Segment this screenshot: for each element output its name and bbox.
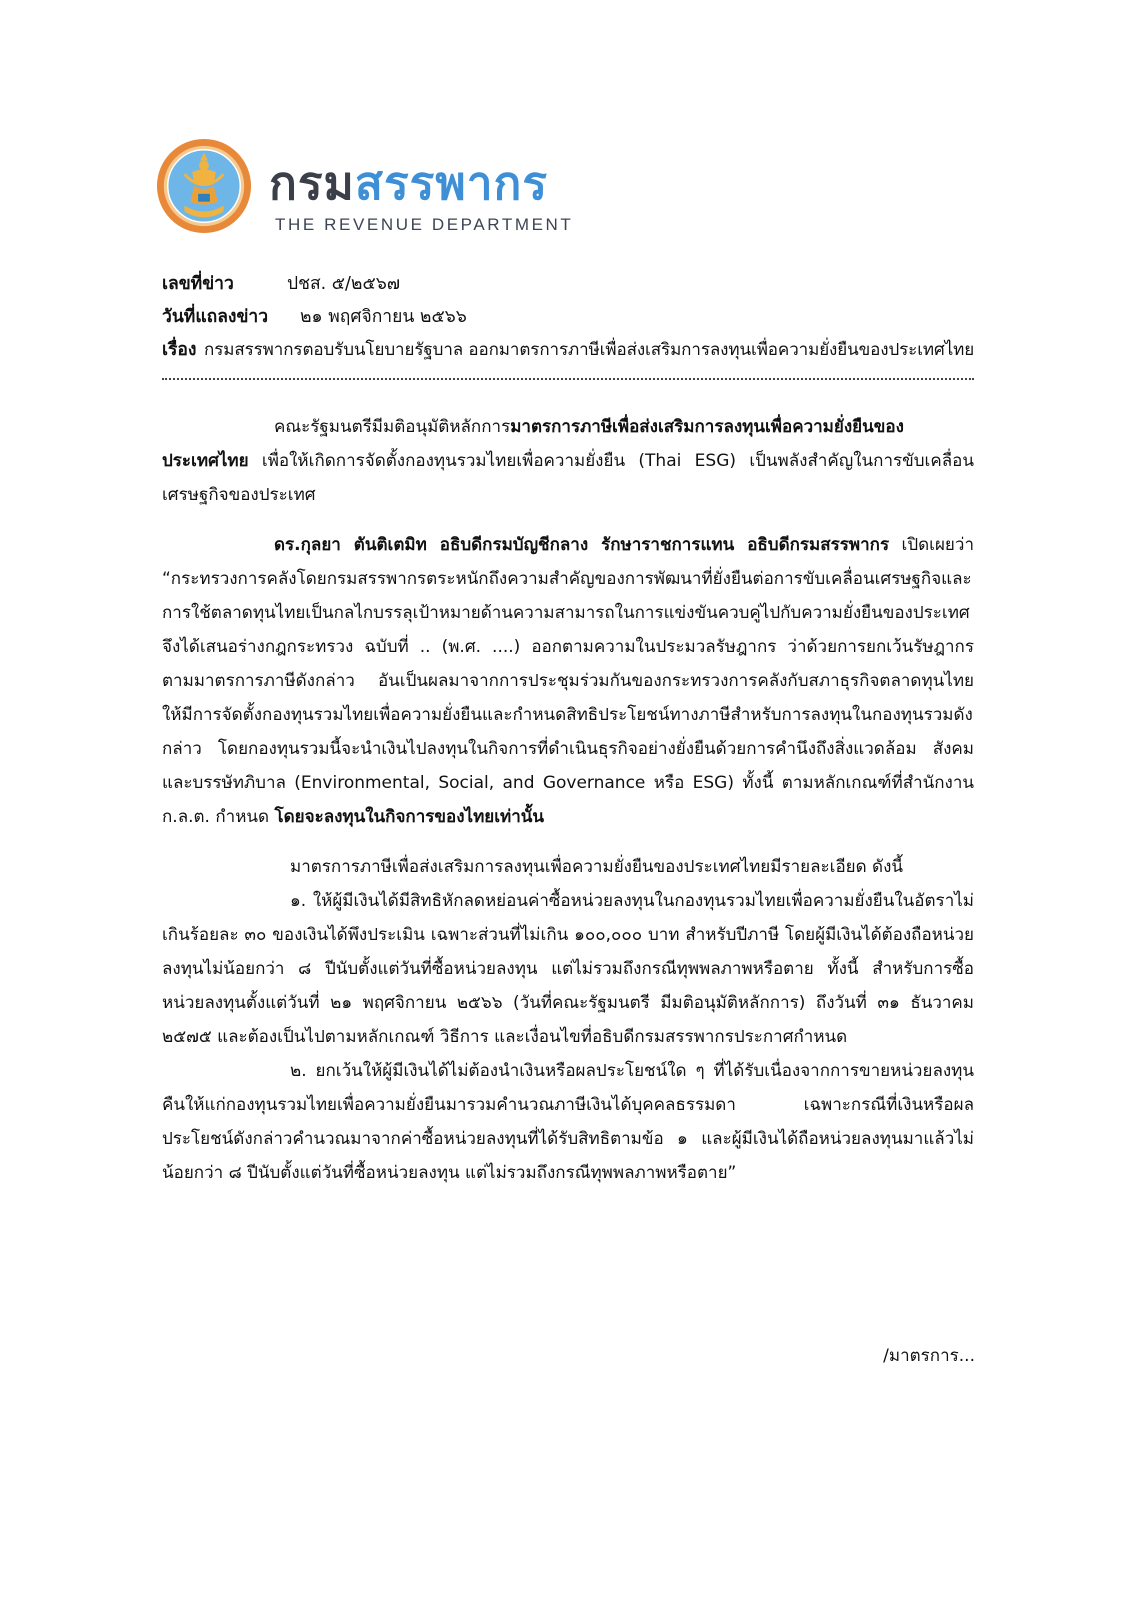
release-date-label: วันที่แถลงข่าว [162, 307, 269, 327]
press-release-meta [162, 268, 992, 367]
subject-label: เรื่อง [162, 340, 197, 360]
paragraph-measure-details-intro: มาตรการภาษีเพื่อส่งเสริมการลงทุนเพื่อความยั่งยืนของประเทศไทยมีรายละเอียด ดังนี้ [290, 857, 904, 877]
org-name-thai-part1: กรม [269, 156, 355, 210]
release-date-row [162, 301, 992, 334]
release-date-value: ๒๑ พฤศจิกายน ๒๕๖๖ [300, 307, 467, 327]
p2-bold-thai-only: โดยจะลงทุนในกิจการของไทยเท่านั้น [274, 807, 545, 827]
news-number-value: ปชส. ๕/๒๕๖๗ [287, 274, 400, 294]
press-release-body [162, 410, 974, 1190]
subject-value: กรมสรรพากรตอบรับนโยบายรัฐบาล ออกมาตรการภาษีเพื่อส่งเสริมการลงทุนเพื่อความยั่งยืนของประเทศไทย [204, 340, 975, 360]
subject-row [162, 334, 992, 367]
p1-text-b: เพื่อให้เกิดการจัดตั้งกองทุนรวมไทยเพื่อความยั่งยืน (Thai ESG) เป็นพลังสำคัญในการขับเคลื่อนเศรษฐกิจของประเทศ [162, 451, 974, 505]
p2-bold-speaker: ดร.กุลยา ตันติเตมิท อธิบดีกรมบัญชีกลาง รักษาราชการแทน อธิบดีกรมสรรพากร [274, 535, 890, 555]
p1-text-a: คณะรัฐมนตรีมีมติอนุมัติหลักการ [274, 417, 511, 437]
paragraph-measure-item-2: ๒. ยกเว้นให้ผู้มีเงินได้ไม่ต้องนำเงินหรือผลประโยชน์ใด ๆ ที่ได้รับเนื่องจากการขายหน่วยลงทุนคืนให้แก่กองทุนรวมไทยเพื่อความยั่งยืนมารวมคำนวณภาษีเงินได้บุคคลธรรมดา เฉพาะกรณีที่เงินหรือผลประโยชน์ดังกล่าวคำนวณมาจากค่าซื้อหน่วยลงทุนที่ได้รับสิทธิตามข้อ ๑ และผู้มีเงินได้ถือหน่วยลงทุนมาแล้วไม่น้อยกว่า ๘ ปีนับตั้งแต่วันที่ซื้อหน่วยลงทุน แต่ไม่รวมถึงกรณีทุพพลภาพหรือตาย” [162, 1061, 974, 1183]
paragraph-director-statement [162, 528, 974, 834]
p2-text: เปิดเผยว่า “กระทรวงการคลังโดยกรมสรรพากรตระหนักถึงความสำคัญของการพัฒนาที่ยั่งยืนต่อการขับเคลื่อนเศรษฐกิจและการใช้ตลาดทุนไทยเป็นกลไกบรรลุเป้าหมายด้านความสามารถในการแข่งขันควบคู่ไปกับความยั่งยืนของประเทศ จึงได้เสนอร่างกฎกระทรวง ฉบับที่ .. (พ.ศ. ....) ออกตามความในประมวลรัษฎากร ว่าด้วยการยกเว้นรัษฎากร ตามมาตรการภาษีดังกล่าว อันเป็นผลมาจากการประชุมร่วมกันของกระทรวงการคลังกับสภาธุรกิจตลาดทุนไทยให้มีการจัดตั้งกองทุนรวมไทยเพื่อความยั่งยืนและกำหนดสิทธิประโยชน์ทางภาษีสำหรับการลงทุนในกองทุนรวมดังกล่าว โดยกองทุนรวมนี้จะนำเงินไปลงทุนในกิจการที่ดำเนินธุรกิจอย่างยั่งยืนด้วยการคำนึงถึงสิ่งแวดล้อม สังคม และบรรษัทภิบาล (Environmental, Social, and Governance หรือ ESG) ทั้งนี้ ตามหลักเกณฑ์ที่สำนักงาน ก.ล.ต. กำหนด [162, 535, 974, 827]
dotted-divider [162, 378, 974, 380]
news-number-row [162, 268, 992, 301]
org-name-english: THE REVENUE DEPARTMENT [275, 215, 574, 234]
news-number-label: เลขที่ข่าว [162, 274, 234, 294]
p1-bold-measure: มาตรการภาษีเพื่อส่งเสริมการลงทุนเพื่อความยั่งยืนของประเทศไทย [162, 417, 904, 471]
org-name-thai [269, 158, 548, 208]
org-name-thai-part2: สรรพากร [354, 156, 549, 210]
revenue-seal-icon [155, 136, 253, 236]
continuation-marker: /มาตรการ... [883, 1346, 975, 1366]
revenue-department-logo [155, 136, 595, 246]
paragraph-cabinet-approval [162, 410, 974, 512]
paragraph-measure-item-1: ๑. ให้ผู้มีเงินได้มีสิทธิหักลดหย่อนค่าซื้อหน่วยลงทุนในกองทุนรวมไทยเพื่อความยั่งยืนในอัตราไม่เกินร้อยละ ๓๐ ของเงินได้พึงประเมิน เฉพาะส่วนที่ไม่เกิน ๑๐๐,๐๐๐ บาท สำหรับปีภาษี โดยผู้มีเงินได้ต้องถือหน่วยลงทุนไม่น้อยกว่า ๘ ปีนับตั้งแต่วันที่ซื้อหน่วยลงทุน แต่ไม่รวมถึงกรณีทุพพลภาพหรือตาย ทั้งนี้ สำหรับการซื้อหน่วยลงทุนตั้งแต่วันที่ ๒๑ พฤศจิกายน ๒๕๖๖ (วันที่คณะรัฐมนตรี มีมติอนุมัติหลักการ) ถึงวันที่ ๓๑ ธันวาคม ๒๕๗๕ และต้องเป็นไปตามหลักเกณฑ์ วิธีการ และเงื่อนไขที่อธิบดีกรมสรรพากรประกาศกำหนด [162, 891, 974, 1047]
